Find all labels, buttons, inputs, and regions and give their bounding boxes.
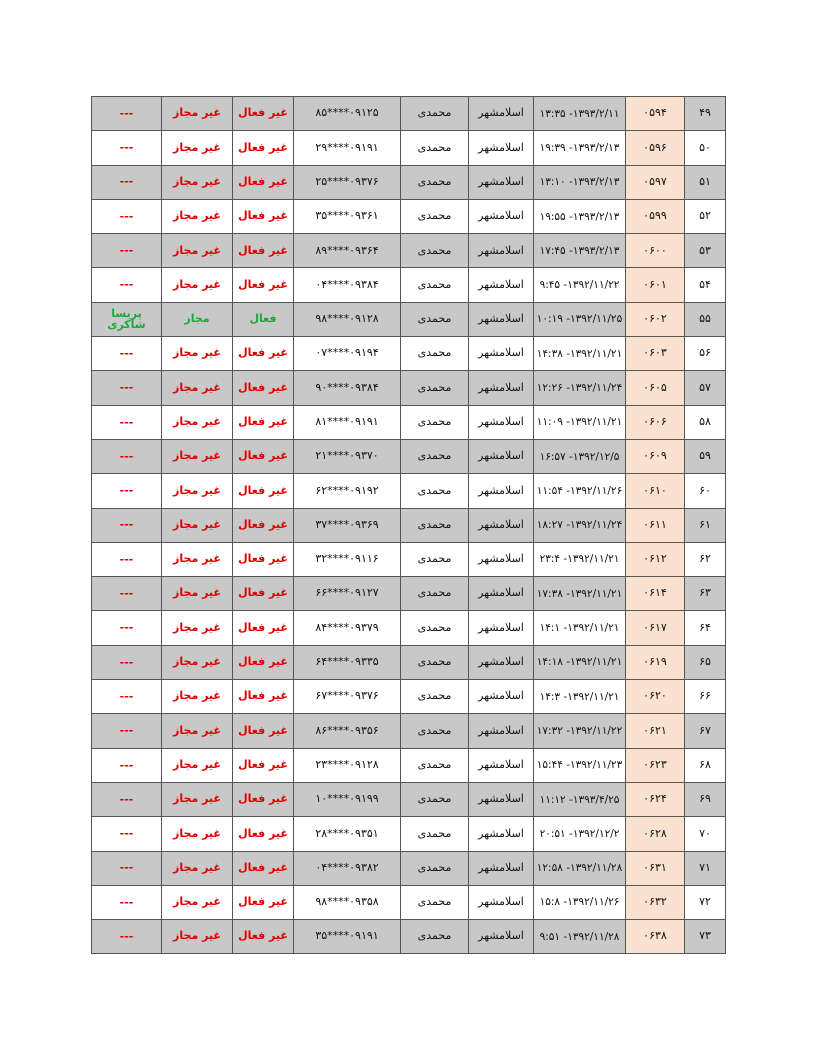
- row-number-cell: ۷۱: [685, 851, 726, 885]
- permission-cell: غیر مجاز: [162, 542, 233, 576]
- status-cell: غیر فعال: [233, 817, 294, 851]
- mobile-number-cell: ۰۹۳۸۴****۰۴: [294, 268, 401, 302]
- operator-cell: ---: [92, 405, 162, 439]
- row-number-cell: ۶۸: [685, 748, 726, 782]
- table-body: [92, 97, 726, 954]
- city-cell: اسلامشهر: [469, 199, 534, 233]
- row-number-cell: ۵۵: [685, 302, 726, 336]
- row-number-cell: ۶۱: [685, 508, 726, 542]
- datetime-cell: ۱۳۹۲/۱۱/۲۱- ۱۷:۳۸: [534, 577, 626, 611]
- row-number-cell: ۵۲: [685, 199, 726, 233]
- operator-cell: ---: [92, 165, 162, 199]
- mobile-number-cell: ۰۹۳۶۱****۳۵: [294, 199, 401, 233]
- record-code-cell: ۰۶۱۴: [626, 577, 685, 611]
- permission-cell: غیر مجاز: [162, 645, 233, 679]
- datetime-cell: ۱۳۹۳/۲/۱۳- ۱۹:۳۹: [534, 131, 626, 165]
- permission-cell: غیر مجاز: [162, 714, 233, 748]
- city-cell: اسلامشهر: [469, 302, 534, 336]
- record-code-cell: ۰۶۰۱: [626, 268, 685, 302]
- status-cell: غیر فعال: [233, 474, 294, 508]
- permission-cell: غیر مجاز: [162, 131, 233, 165]
- record-code-cell: ۰۶۳۲: [626, 885, 685, 919]
- operator-cell: ---: [92, 611, 162, 645]
- name-cell: محمدی: [401, 97, 469, 131]
- record-code-cell: ۰۵۹۷: [626, 165, 685, 199]
- city-cell: اسلامشهر: [469, 508, 534, 542]
- permission-cell: غیر مجاز: [162, 234, 233, 268]
- city-cell: اسلامشهر: [469, 817, 534, 851]
- row-number-cell: ۶۳: [685, 577, 726, 611]
- status-cell: غیر فعال: [233, 851, 294, 885]
- status-cell: فعال: [233, 302, 294, 336]
- table-row: [92, 337, 726, 371]
- city-cell: اسلامشهر: [469, 885, 534, 919]
- name-cell: محمدی: [401, 920, 469, 954]
- mobile-number-cell: ۰۹۳۶۴****۸۹: [294, 234, 401, 268]
- city-cell: اسلامشهر: [469, 439, 534, 473]
- datetime-cell: ۱۳۹۳/۲/۱۱- ۱۳:۳۵: [534, 97, 626, 131]
- name-cell: محمدی: [401, 817, 469, 851]
- table-row: [92, 371, 726, 405]
- permission-cell: غیر مجاز: [162, 405, 233, 439]
- status-cell: غیر فعال: [233, 885, 294, 919]
- operator-cell: ---: [92, 199, 162, 233]
- city-cell: اسلامشهر: [469, 474, 534, 508]
- permission-cell: غیر مجاز: [162, 165, 233, 199]
- city-cell: اسلامشهر: [469, 680, 534, 714]
- permission-cell: غیر مجاز: [162, 474, 233, 508]
- name-cell: محمدی: [401, 577, 469, 611]
- table-row: [92, 234, 726, 268]
- mobile-number-cell: ۰۹۳۸۲****۰۴: [294, 851, 401, 885]
- city-cell: اسلامشهر: [469, 542, 534, 576]
- operator-cell: ---: [92, 782, 162, 816]
- datetime-cell: ۱۳۹۲/۱۱/۲۱- ۱۴:۱۸: [534, 645, 626, 679]
- record-code-cell: ۰۶۱۱: [626, 508, 685, 542]
- mobile-number-cell: ۰۹۱۲۷****۶۶: [294, 577, 401, 611]
- datetime-cell: ۱۳۹۲/۱۱/۲۲- ۹:۴۵: [534, 268, 626, 302]
- name-cell: محمدی: [401, 371, 469, 405]
- city-cell: اسلامشهر: [469, 337, 534, 371]
- record-code-cell: ۰۶۱۰: [626, 474, 685, 508]
- table-row: [92, 302, 726, 336]
- row-number-cell: ۶۶: [685, 680, 726, 714]
- table-row: [92, 611, 726, 645]
- permission-cell: غیر مجاز: [162, 337, 233, 371]
- status-cell: غیر فعال: [233, 234, 294, 268]
- record-code-cell: ۰۶۲۳: [626, 748, 685, 782]
- row-number-cell: ۵۰: [685, 131, 726, 165]
- datetime-cell: ۱۳۹۲/۱۱/۲۴- ۱۲:۲۶: [534, 371, 626, 405]
- table-row: [92, 714, 726, 748]
- permission-cell: غیر مجاز: [162, 199, 233, 233]
- status-cell: غیر فعال: [233, 542, 294, 576]
- mobile-number-cell: ۰۹۱۲۸****۹۸: [294, 302, 401, 336]
- status-cell: غیر فعال: [233, 405, 294, 439]
- permission-cell: غیر مجاز: [162, 782, 233, 816]
- operator-cell: ---: [92, 439, 162, 473]
- record-code-cell: ۰۶۰۵: [626, 371, 685, 405]
- datetime-cell: ۱۳۹۲/۱۱/۲۳- ۱۵:۴۴: [534, 748, 626, 782]
- name-cell: محمدی: [401, 542, 469, 576]
- row-number-cell: ۷۲: [685, 885, 726, 919]
- table-row: [92, 577, 726, 611]
- mobile-number-cell: ۰۹۳۵۶****۸۶: [294, 714, 401, 748]
- permission-cell: غیر مجاز: [162, 508, 233, 542]
- record-code-cell: ۰۶۰۲: [626, 302, 685, 336]
- city-cell: اسلامشهر: [469, 851, 534, 885]
- operator-cell: ---: [92, 851, 162, 885]
- name-cell: محمدی: [401, 165, 469, 199]
- status-cell: غیر فعال: [233, 439, 294, 473]
- operator-cell: ---: [92, 542, 162, 576]
- record-code-cell: ۰۶۳۱: [626, 851, 685, 885]
- status-cell: غیر فعال: [233, 611, 294, 645]
- row-number-cell: ۶۰: [685, 474, 726, 508]
- mobile-number-cell: ۰۹۳۷۹****۸۴: [294, 611, 401, 645]
- datetime-cell: ۱۳۹۳/۲/۱۳- ۱۷:۴۵: [534, 234, 626, 268]
- table-row: [92, 439, 726, 473]
- name-cell: محمدی: [401, 611, 469, 645]
- table-row: [92, 97, 726, 131]
- mobile-number-cell: ۰۹۱۹۱****۸۱: [294, 405, 401, 439]
- record-code-cell: ۰۶۰۰: [626, 234, 685, 268]
- datetime-cell: ۱۳۹۲/۱۱/۲۵- ۱۰:۱۹: [534, 302, 626, 336]
- datetime-cell: ۱۳۹۲/۱۲/۲- ۲۰:۵۱: [534, 817, 626, 851]
- datetime-cell: ۱۳۹۲/۱۱/۲۶- ۱۱:۵۴: [534, 474, 626, 508]
- row-number-cell: ۵۹: [685, 439, 726, 473]
- city-cell: اسلامشهر: [469, 165, 534, 199]
- row-number-cell: ۵۷: [685, 371, 726, 405]
- table-row: [92, 817, 726, 851]
- name-cell: محمدی: [401, 748, 469, 782]
- table-row: [92, 268, 726, 302]
- status-cell: غیر فعال: [233, 131, 294, 165]
- permission-cell: غیر مجاز: [162, 920, 233, 954]
- mobile-number-cell: ۰۹۳۶۹****۳۷: [294, 508, 401, 542]
- name-cell: محمدی: [401, 439, 469, 473]
- mobile-number-cell: ۰۹۳۷۶****۲۵: [294, 165, 401, 199]
- datetime-cell: ۱۳۹۳/۴/۲۵- ۱۱:۱۲: [534, 782, 626, 816]
- operator-cell: ---: [92, 131, 162, 165]
- name-cell: محمدی: [401, 302, 469, 336]
- table-row: [92, 885, 726, 919]
- datetime-cell: ۱۳۹۲/۱۱/۲۶- ۱۵:۸: [534, 885, 626, 919]
- datetime-cell: ۱۳۹۲/۱۱/۲۱- ۲۳:۴: [534, 542, 626, 576]
- mobile-number-cell: ۰۹۳۸۴****۹۰: [294, 371, 401, 405]
- city-cell: اسلامشهر: [469, 645, 534, 679]
- row-number-cell: ۴۹: [685, 97, 726, 131]
- mobile-number-cell: ۰۹۳۳۵****۶۴: [294, 645, 401, 679]
- city-cell: اسلامشهر: [469, 714, 534, 748]
- name-cell: محمدی: [401, 851, 469, 885]
- operator-cell: ---: [92, 920, 162, 954]
- status-cell: غیر فعال: [233, 508, 294, 542]
- permission-cell: غیر مجاز: [162, 748, 233, 782]
- record-code-cell: ۰۵۹۶: [626, 131, 685, 165]
- row-number-cell: ۶۹: [685, 782, 726, 816]
- row-number-cell: ۶۲: [685, 542, 726, 576]
- status-cell: غیر فعال: [233, 165, 294, 199]
- status-cell: غیر فعال: [233, 199, 294, 233]
- status-cell: غیر فعال: [233, 920, 294, 954]
- record-code-cell: ۰۶۲۴: [626, 782, 685, 816]
- status-cell: غیر فعال: [233, 714, 294, 748]
- datetime-cell: ۱۳۹۲/۱۱/۲۱- ۱۱:۰۹: [534, 405, 626, 439]
- city-cell: اسلامشهر: [469, 748, 534, 782]
- record-code-cell: ۰۶۱۷: [626, 611, 685, 645]
- datetime-cell: ۱۳۹۲/۱۱/۲۸- ۱۲:۵۸: [534, 851, 626, 885]
- mobile-number-cell: ۰۹۱۲۵****۸۵: [294, 97, 401, 131]
- mobile-number-cell: ۰۹۳۵۸****۹۸: [294, 885, 401, 919]
- datetime-cell: ۱۳۹۲/۱۱/۲۱- ۱۴:۳: [534, 680, 626, 714]
- city-cell: اسلامشهر: [469, 234, 534, 268]
- record-code-cell: ۰۵۹۹: [626, 199, 685, 233]
- city-cell: اسلامشهر: [469, 782, 534, 816]
- record-code-cell: ۰۶۰۳: [626, 337, 685, 371]
- operator-cell: ---: [92, 714, 162, 748]
- permission-cell: غیر مجاز: [162, 817, 233, 851]
- name-cell: محمدی: [401, 508, 469, 542]
- name-cell: محمدی: [401, 199, 469, 233]
- table-row: [92, 645, 726, 679]
- table-row: [92, 680, 726, 714]
- status-cell: غیر فعال: [233, 337, 294, 371]
- datetime-cell: ۱۳۹۲/۱۱/۲۲- ۱۷:۳۲: [534, 714, 626, 748]
- city-cell: اسلامشهر: [469, 371, 534, 405]
- status-cell: غیر فعال: [233, 268, 294, 302]
- permission-cell: غیر مجاز: [162, 577, 233, 611]
- mobile-number-cell: ۰۹۱۹۲****۶۲: [294, 474, 401, 508]
- datetime-cell: ۱۳۹۲/۱۲/۵- ۱۶:۵۷: [534, 439, 626, 473]
- operator-cell: ---: [92, 645, 162, 679]
- operator-cell: ---: [92, 337, 162, 371]
- operator-cell: ---: [92, 817, 162, 851]
- city-cell: اسلامشهر: [469, 131, 534, 165]
- mobile-number-cell: ۰۹۳۵۱****۲۸: [294, 817, 401, 851]
- mobile-number-cell: ۰۹۱۱۶****۳۲: [294, 542, 401, 576]
- permission-cell: غیر مجاز: [162, 371, 233, 405]
- name-cell: محمدی: [401, 680, 469, 714]
- table-row: [92, 131, 726, 165]
- row-number-cell: ۷۰: [685, 817, 726, 851]
- datetime-cell: ۱۳۹۲/۱۱/۲۱- ۱۴:۱: [534, 611, 626, 645]
- name-cell: محمدی: [401, 782, 469, 816]
- row-number-cell: ۵۸: [685, 405, 726, 439]
- city-cell: اسلامشهر: [469, 611, 534, 645]
- permission-cell: غیر مجاز: [162, 439, 233, 473]
- status-cell: غیر فعال: [233, 97, 294, 131]
- record-code-cell: ۰۶۲۰: [626, 680, 685, 714]
- table-row: [92, 542, 726, 576]
- mobile-number-cell: ۰۹۱۹۱****۳۵: [294, 920, 401, 954]
- name-cell: محمدی: [401, 474, 469, 508]
- table-row: [92, 405, 726, 439]
- table-row: [92, 199, 726, 233]
- mobile-number-cell: ۰۹۱۹۱****۲۹: [294, 131, 401, 165]
- mobile-number-cell: ۰۹۳۷۶****۶۷: [294, 680, 401, 714]
- row-number-cell: ۶۴: [685, 611, 726, 645]
- mobile-number-cell: ۰۹۱۹۴****۰۷: [294, 337, 401, 371]
- permission-cell: غیر مجاز: [162, 851, 233, 885]
- status-cell: غیر فعال: [233, 577, 294, 611]
- name-cell: محمدی: [401, 714, 469, 748]
- name-cell: محمدی: [401, 131, 469, 165]
- permission-cell: غیر مجاز: [162, 680, 233, 714]
- datetime-cell: ۱۳۹۳/۲/۱۳- ۱۹:۵۵: [534, 199, 626, 233]
- record-code-cell: ۰۶۱۹: [626, 645, 685, 679]
- city-cell: اسلامشهر: [469, 268, 534, 302]
- row-number-cell: ۷۳: [685, 920, 726, 954]
- record-code-cell: ۰۵۹۴: [626, 97, 685, 131]
- operator-cell: ---: [92, 234, 162, 268]
- records-table: [91, 96, 726, 954]
- table-row: [92, 474, 726, 508]
- name-cell: محمدی: [401, 405, 469, 439]
- row-number-cell: ۵۱: [685, 165, 726, 199]
- record-code-cell: ۰۶۳۸: [626, 920, 685, 954]
- mobile-number-cell: ۰۹۳۷۰****۲۱: [294, 439, 401, 473]
- name-cell: محمدی: [401, 234, 469, 268]
- name-cell: محمدی: [401, 885, 469, 919]
- permission-cell: غیر مجاز: [162, 268, 233, 302]
- city-cell: اسلامشهر: [469, 577, 534, 611]
- operator-cell: ---: [92, 680, 162, 714]
- datetime-cell: ۱۳۹۲/۱۱/۲۸- ۹:۵۱: [534, 920, 626, 954]
- datetime-cell: ۱۳۹۳/۲/۱۳- ۱۳:۱۰: [534, 165, 626, 199]
- row-number-cell: ۵۳: [685, 234, 726, 268]
- mobile-number-cell: ۰۹۱۲۸****۲۳: [294, 748, 401, 782]
- table-row: [92, 851, 726, 885]
- row-number-cell: ۵۴: [685, 268, 726, 302]
- status-cell: غیر فعال: [233, 680, 294, 714]
- name-cell: محمدی: [401, 337, 469, 371]
- record-code-cell: ۰۶۰۶: [626, 405, 685, 439]
- table-row: [92, 748, 726, 782]
- operator-cell: ---: [92, 508, 162, 542]
- permission-cell: غیر مجاز: [162, 97, 233, 131]
- record-code-cell: ۰۶۲۸: [626, 817, 685, 851]
- datetime-cell: ۱۳۹۲/۱۱/۲۱- ۱۴:۳۸: [534, 337, 626, 371]
- operator-cell: ---: [92, 97, 162, 131]
- mobile-number-cell: ۰۹۱۹۹****۱۰: [294, 782, 401, 816]
- status-cell: غیر فعال: [233, 782, 294, 816]
- operator-cell: ---: [92, 371, 162, 405]
- city-cell: اسلامشهر: [469, 920, 534, 954]
- row-number-cell: ۶۵: [685, 645, 726, 679]
- permission-cell: غیر مجاز: [162, 885, 233, 919]
- datetime-cell: ۱۳۹۲/۱۱/۲۴- ۱۸:۲۷: [534, 508, 626, 542]
- permission-cell: مجاز: [162, 302, 233, 336]
- name-cell: محمدی: [401, 268, 469, 302]
- table-row: [92, 508, 726, 542]
- record-code-cell: ۰۶۰۹: [626, 439, 685, 473]
- table-row: [92, 165, 726, 199]
- operator-cell: ---: [92, 268, 162, 302]
- operator-cell: پریسا شاکری: [92, 302, 162, 336]
- row-number-cell: ۶۷: [685, 714, 726, 748]
- row-number-cell: ۵۶: [685, 337, 726, 371]
- status-cell: غیر فعال: [233, 748, 294, 782]
- status-cell: غیر فعال: [233, 371, 294, 405]
- operator-cell: ---: [92, 577, 162, 611]
- table-row: [92, 782, 726, 816]
- table-row: [92, 920, 726, 954]
- name-cell: محمدی: [401, 645, 469, 679]
- permission-cell: غیر مجاز: [162, 611, 233, 645]
- record-code-cell: ۰۶۱۲: [626, 542, 685, 576]
- record-code-cell: ۰۶۲۱: [626, 714, 685, 748]
- operator-cell: ---: [92, 474, 162, 508]
- status-cell: غیر فعال: [233, 645, 294, 679]
- city-cell: اسلامشهر: [469, 405, 534, 439]
- city-cell: اسلامشهر: [469, 97, 534, 131]
- operator-cell: ---: [92, 885, 162, 919]
- operator-cell: ---: [92, 748, 162, 782]
